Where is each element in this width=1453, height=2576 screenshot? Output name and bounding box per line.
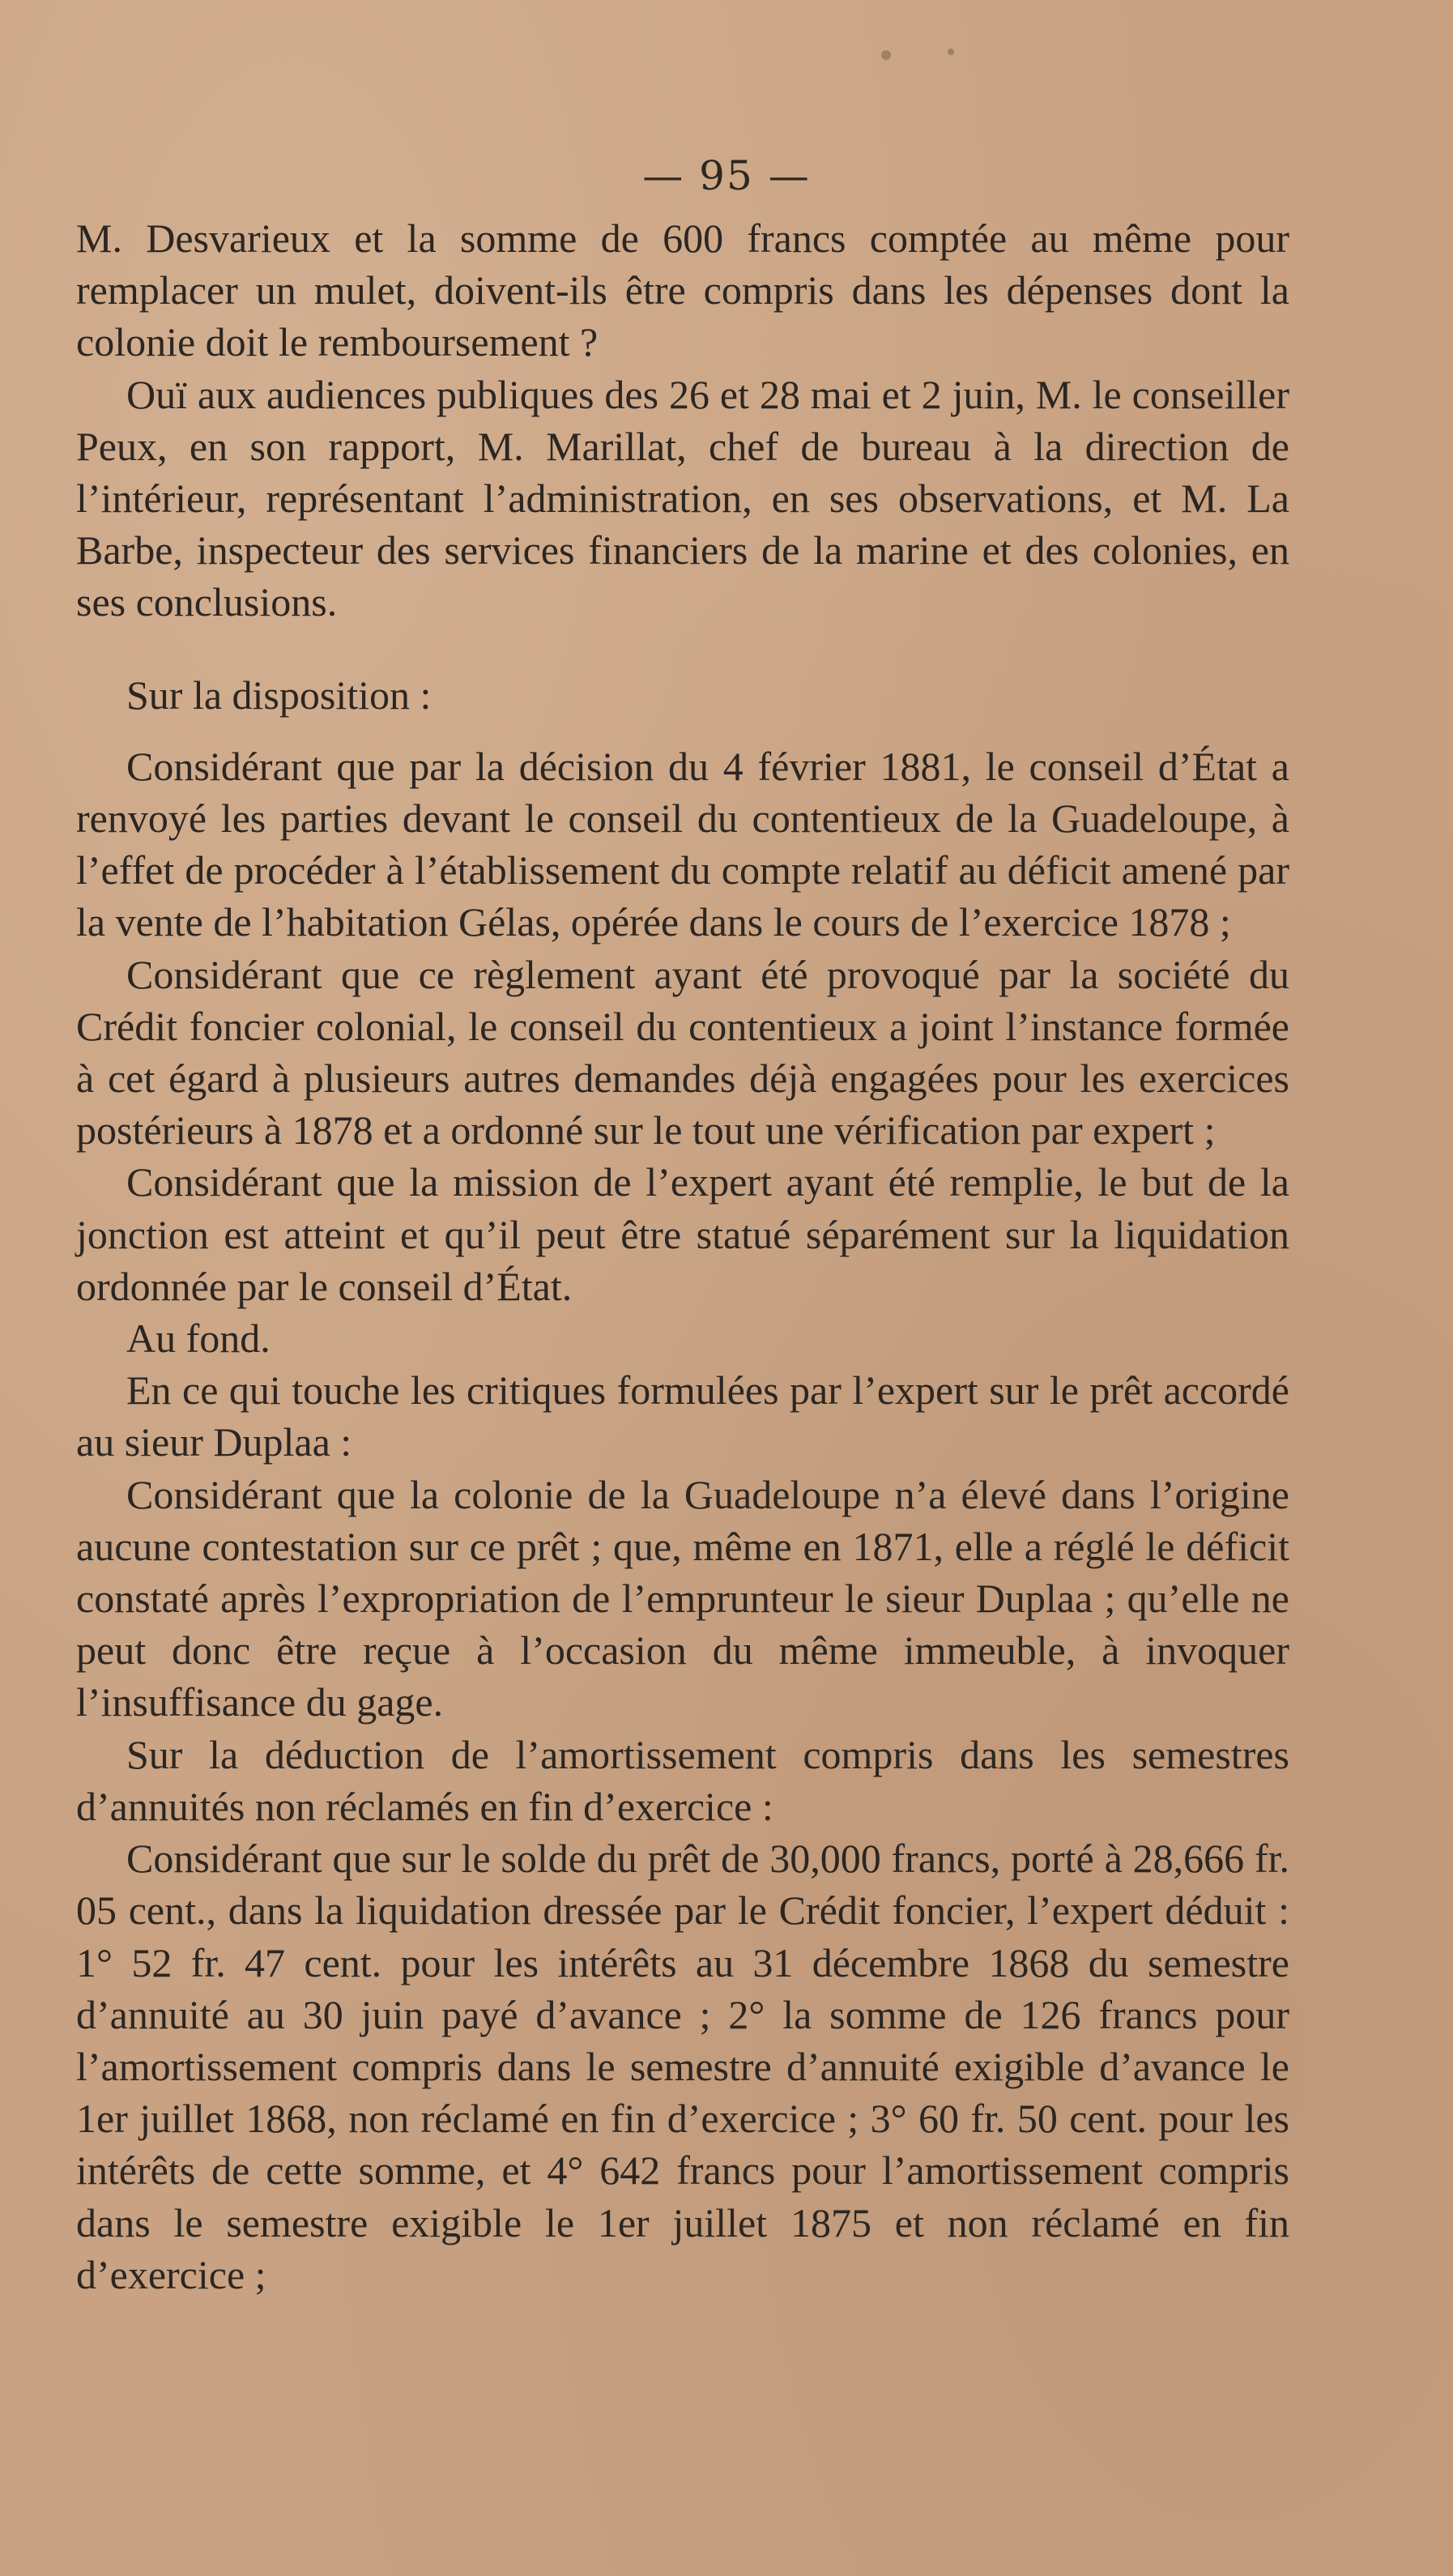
paragraph: M. Desvarieux et la somme de 600 francs comptée au même pour remplacer un mulet, doivent-ils être compris dans les dépenses dont la colonie doit le remboursement ?: [76, 215, 1289, 365]
paragraph: Ouï aux audiences publiques des 26 et 28 mai et 2 juin, M. le conseiller Peux, en son rapport, M. Marillat, chef de bureau à la direction de l’intérieur, représentant l’administration, en ses observations, et M. La Barbe, inspecteur des services financiers de la marine et des colonies, en ses conclusions.: [76, 371, 1289, 625]
ink-speck: [881, 50, 891, 60]
ink-speck: [948, 49, 954, 55]
paragraph: Considérant que par la décision du 4 février 1881, le conseil d’État a renvoyé les parties devant le conseil du contentieux de la Guadeloupe, à l’effet de procéder à l’établissement du compte relatif au déficit amené par la vente de l’habitation Gélas, opérée dans le cours de l’exercice 1878 ;: [76, 743, 1289, 945]
section-heading: Sur la disposition :: [126, 672, 432, 718]
paragraph: En ce qui touche les critiques formulées par l’expert sur le prêt accordé au sieur Duplaa :: [76, 1367, 1289, 1465]
body-text: [76, 212, 1289, 2301]
paragraph: Considérant que la colonie de la Guadeloupe n’a élevé dans l’origine aucune contestation sur ce prêt ; que, même en 1871, elle a réglé le déficit constaté après l’expropriation de l’emprunteur le sieur Duplaa ; qu’elle ne peut donc être reçue à l’occasion du même immeuble, à invoquer l’insuffisance du gage.: [76, 1471, 1289, 1725]
paragraph: Considérant que ce règlement ayant été provoqué par la société du Crédit foncier colonial, le conseil du contentieux a joint l’instance formée à cet égard à plusieurs autres demandes déjà engagées pour les exercices postérieurs à 1878 et a ordonné sur le tout une vérification par expert ;: [76, 951, 1289, 1154]
paragraph: Sur la déduction de l’amortissement compris dans les semestres d’annuités non réclamés en fin d’exercice :: [76, 1731, 1289, 1829]
page-number: — 95 —: [642, 152, 811, 199]
section-heading: Au fond.: [126, 1316, 271, 1362]
paragraph: Considérant que sur le solde du prêt de 30,000 francs, porté à 28,666 fr. 05 cent., dans la liquidation dressée par le Crédit foncier, l’expert déduit : 1° 52 fr. 47 cent. pour les intérêts au 31 décembre 1868 du semestre d’annuité au 30 juin payé d’avance ; 2° la somme de 126 francs pour l’amortissement compris dans le semestre d’annuité exigible d’avance le 1er juillet 1868, non réclamé en fin d’exercice ; 3° 60 fr. 50 cent. pour les intérêts de cette somme, et 4° 642 francs pour l’amortissement compris dans le semestre exigible le 1er juillet 1875 et non réclamé en fin d’exercice ;: [76, 1836, 1289, 2297]
paragraph: Considérant que la mission de l’expert ayant été remplie, le but de la jonction est atteint et qu’il peut être statué séparément sur la liquidation ordonnée par le conseil d’État.: [76, 1159, 1289, 1309]
